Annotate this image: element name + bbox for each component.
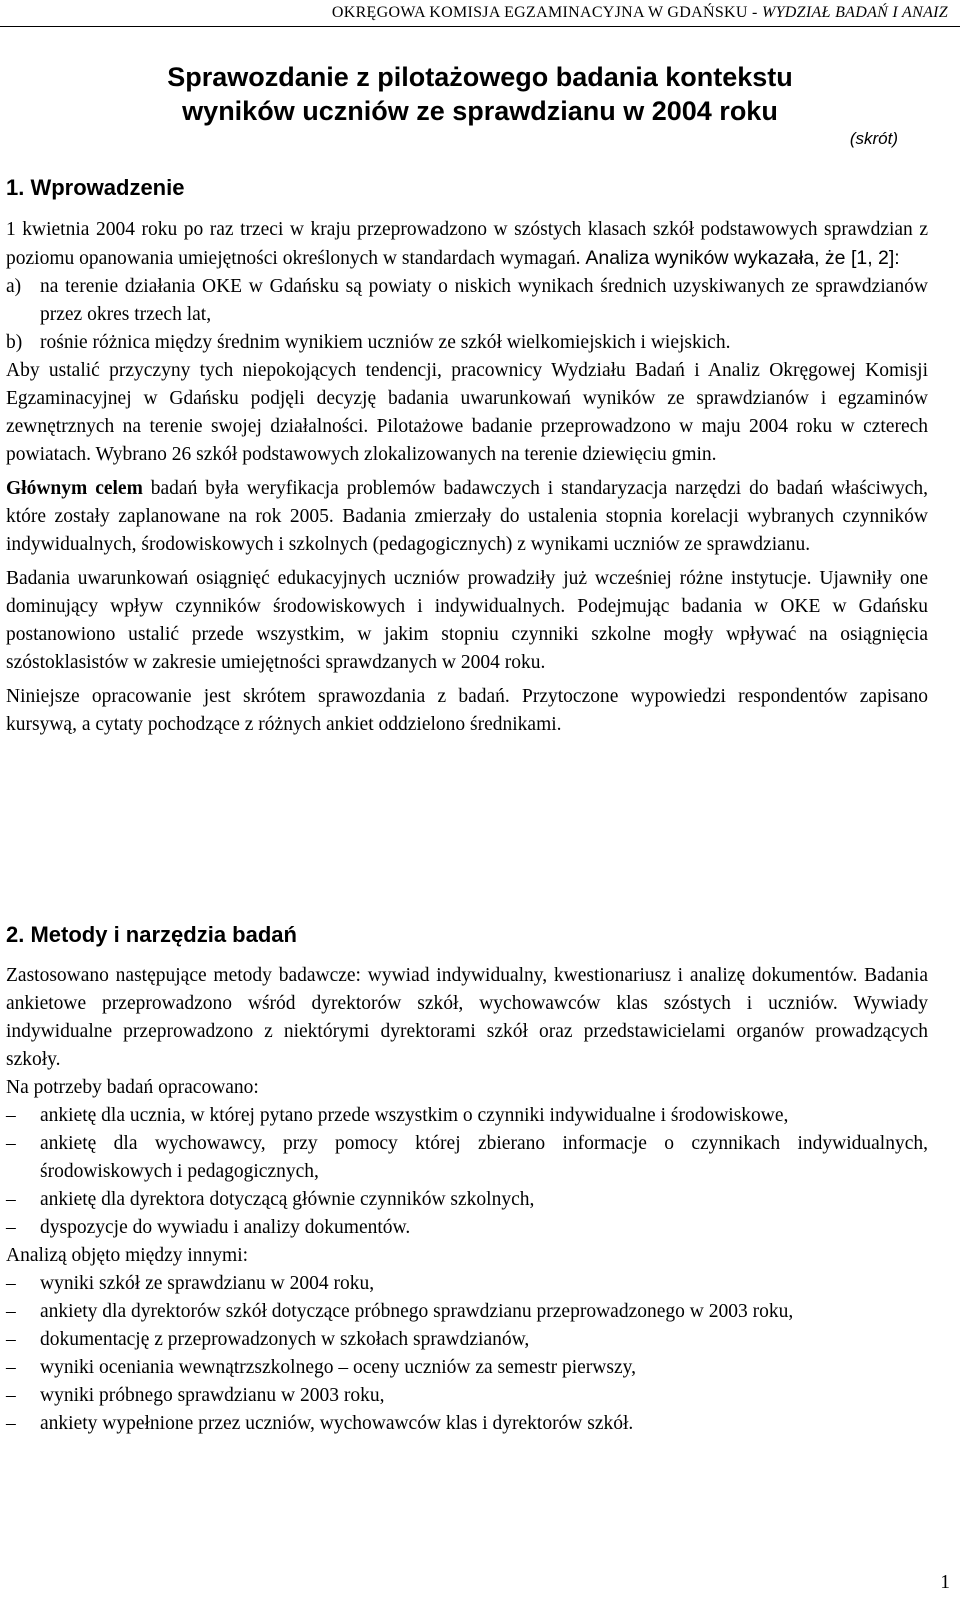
dash-bullet: –	[6, 1385, 16, 1406]
list-item-text: ankietę dla dyrektora dotyczącą głównie czynników szkolnych,	[40, 1189, 535, 1210]
list-2-intro: Analizą objęto między innymi:	[6, 1245, 249, 1266]
title-line-1: Sprawozdanie z pilotażowego badania kontekstu	[167, 62, 793, 92]
dash-bullet: –	[6, 1357, 16, 1378]
paragraph-causes: Aby ustalić przyczyny tych niepokojących tendencji, pracownicy Wydziału Badań i Analiz Okręgowej Komisji Egzaminacyjnej w Gdańsku podjęli decyzję badania uwarunkowań wyników ze sprawdzianów i egzaminów zewnętrznych na terenie swojej działalności. Pilotażowe badanie przeprowadzono w maju 2004 roku w czterech powiatach. Wybrano 26 szkół podstawowych zlokalizowanych na terenie dziewięciu gmin.	[6, 360, 928, 465]
running-header-org: OKRĘGOWA KOMISJA EGZAMINACYJNA W GDAŃSKU -	[331, 4, 762, 21]
list-item	[6, 1186, 928, 1214]
list-item	[6, 1382, 928, 1410]
main-goal-label: Głównym celem	[6, 478, 143, 499]
list-item	[6, 1298, 928, 1326]
finding-item-a	[6, 273, 928, 329]
list-item-text: ankiety wypełnione przez uczniów, wychowawców klas i dyrektorów szkół.	[40, 1413, 634, 1434]
section-2-heading: 2. Metody i narzędzia badań	[6, 922, 297, 947]
list-item-text: dokumentację z przeprowadzonych w szkołach sprawdzianów,	[40, 1329, 530, 1350]
intro-analysis-text: Analiza wyników wykazała, że [1, 2]:	[585, 247, 900, 269]
list-item	[6, 1102, 928, 1130]
section-1-heading: 1. Wprowadzenie	[6, 175, 185, 200]
document-title	[60, 60, 900, 150]
page-number: 1	[940, 1572, 950, 1593]
dash-bullet: –	[6, 1273, 16, 1294]
running-header	[332, 4, 948, 22]
header-rule	[0, 26, 960, 27]
title-subtitle: (skrót)	[849, 129, 898, 148]
main-goal-text: badań była weryfikacja problemów badawczych i standaryzacja narzędzi do badań właściwych, które zostały zaplanowane na rok 2005. Badania zmierzały do ustalenia stopnia korelacji wybranych czynników indywidualnych, środowiskowych i szkolnych (pedagogicznych) z wynikami uczniów ze sprawdzianu.	[6, 478, 928, 555]
analysis-scope-list	[6, 1270, 928, 1438]
section-1-body	[6, 216, 928, 739]
finding-text: rośnie różnica między średnim wynikiem uczniów ze szkół wielkomiejskich i wiejskich.	[40, 332, 731, 353]
dash-bullet: –	[6, 1189, 16, 1210]
section-2-body	[6, 962, 928, 1438]
list-item	[6, 1326, 928, 1354]
list-item	[6, 1354, 928, 1382]
list-item	[6, 1410, 928, 1438]
list-item	[6, 1214, 928, 1242]
finding-text: na terenie działania OKE w Gdańsku są powiaty o niskich wynikach średnich uzyskiwanych ze sprawdzianów przez okres trzech lat,	[40, 276, 928, 325]
intro-text: 1 kwietnia 2004 roku po raz trzeci w kraju przeprowadzono w szóstych klasach szkół podstawowych sprawdzian z poziomu opanowania umiejętności określonych w standardach wymagań.	[6, 219, 928, 269]
list-item-text: ankietę dla ucznia, w której pytano przede wszystkim o czynniki indywidualne i środowiskowe,	[40, 1105, 789, 1126]
list-item-text: wyniki szkół ze sprawdzianu w 2004 roku,	[40, 1273, 375, 1294]
list-item-text: wyniki oceniania wewnątrzszkolnego – oceny uczniów za semestr pierwszy,	[40, 1357, 636, 1378]
list-item	[6, 1130, 928, 1186]
list-item-text: wyniki próbnego sprawdzianu w 2003 roku,	[40, 1385, 385, 1406]
instruments-list	[6, 1102, 928, 1242]
list-item-text: ankietę dla wychowawcy, przy pomocy której zbierano informacje o czynnikach indywidualnych, środowiskowych i pedagogicznych,	[40, 1133, 928, 1182]
dash-bullet: –	[6, 1105, 16, 1126]
intro-paragraph	[6, 216, 928, 273]
dash-bullet: –	[6, 1329, 16, 1350]
title-line-2: wyników uczniów ze sprawdzianu w 2004 roku	[182, 96, 778, 126]
list-item-text: dyspozycje do wywiadu i analizy dokumentów.	[40, 1217, 411, 1238]
dash-bullet: –	[6, 1413, 16, 1434]
dash-bullet: –	[6, 1301, 16, 1322]
paragraph-prior-research: Badania uwarunkowań osiągnięć edukacyjnych uczniów prowadziły już wcześniej różne instytucje. Ujawniły one dominujący wpływ czynników środowiskowych i indywidualnych. Podejmując badania w OKE w Gdańsku postanowiono ustalić przede wszystkim, w jakim stopniu czynniki szkolne mogły wpływać na osiągnięcia szóstoklasistów w zakresie umiejętności sprawdzanych w 2004 roku.	[6, 568, 928, 673]
dash-bullet: –	[6, 1217, 16, 1238]
list-1-intro: Na potrzeby badań opracowano:	[6, 1077, 259, 1098]
running-header-department: WYDZIAŁ BADAŃ I ANAIZ	[761, 4, 948, 21]
finding-item-b	[6, 329, 928, 357]
paragraph-summary-note: Niniejsze opracowanie jest skrótem sprawozdania z badań. Przytoczone wypowiedzi respondentów zapisano kursywą, a cytaty pochodzące z różnych ankiet oddzielono średnikami.	[6, 686, 928, 735]
paragraph-main-goal	[6, 475, 928, 559]
list-item-text: ankiety dla dyrektorów szkół dotyczące próbnego sprawdzianu przeprowadzonego w 2003 roku,	[40, 1301, 794, 1322]
finding-marker: b)	[6, 332, 23, 353]
list-item	[6, 1270, 928, 1298]
dash-bullet: –	[6, 1133, 16, 1154]
methods-paragraph: Zastosowano następujące metody badawcze: wywiad indywidualny, kwestionariusz i analizę dokumentów. Badania ankietowe przeprowadzono wśród dyrektorów szkół, wychowawców klas szóstych i uczniów. Wywiady indywidualne przeprowadzono z niektórymi dyrektorami szkół oraz przedstawicielami organów prowadzących szkoły.	[6, 965, 928, 1070]
finding-marker: a)	[6, 276, 22, 297]
